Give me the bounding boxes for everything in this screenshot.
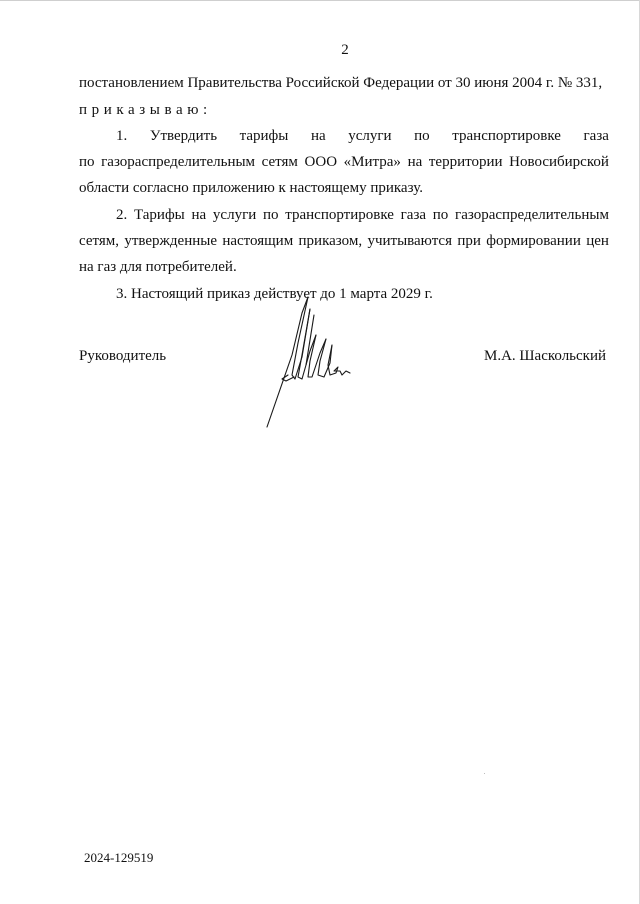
item1-word: услуги <box>348 128 392 144</box>
scan-speck <box>484 773 485 774</box>
item1-line2-word: по <box>79 154 95 170</box>
item2-line2-word: утвержденные <box>124 233 217 249</box>
item2-line2-word: настоящим <box>222 233 294 249</box>
item2-word: газа <box>400 207 427 223</box>
item1-line2-word: на <box>407 154 423 170</box>
item1-word: Утвердить <box>149 128 218 144</box>
item3-line1: 3. Настоящий приказ действует до 1 марта 2029 г. <box>116 286 433 302</box>
item1-line2 <box>79 153 609 171</box>
item2-word: газораспределительным <box>455 207 609 223</box>
intro-line: постановлением Правительства Российской Федерации от 30 июня 2004 г. № 331, <box>79 75 603 91</box>
item1-word: тарифы <box>239 128 289 144</box>
item2-line2 <box>79 232 609 250</box>
item2-line2-word: сетям, <box>79 233 119 249</box>
signer-name: М.А. Шаскольский <box>484 348 607 364</box>
item1-line2-word: сетям <box>261 154 298 170</box>
handwritten-signature <box>262 295 352 431</box>
signer-position: Руководитель <box>79 348 167 364</box>
item1-word: газа <box>583 128 609 144</box>
item2-word: Тарифы <box>133 207 185 223</box>
item1-line2-word: Новосибирской <box>509 154 609 170</box>
item2-line3: на газ для потребителей. <box>79 259 237 275</box>
signature-stroke <box>267 297 308 427</box>
item1-line2-word: ООО <box>304 154 338 170</box>
item2-word: по <box>262 207 279 223</box>
item1-word: на <box>310 128 326 144</box>
item2-line2-word: при <box>457 233 481 249</box>
item2-word: услуги <box>212 207 257 223</box>
document-code: 2024-129519 <box>84 850 154 865</box>
signature-stroke <box>328 345 350 375</box>
item2-line2-word: приказом, <box>298 233 363 249</box>
item1-word: 1. <box>116 128 128 144</box>
item2-line2-word: цен <box>586 233 609 249</box>
page-number: 2 <box>341 42 349 58</box>
item2-word: транспортировке <box>285 207 394 223</box>
item2-line1 <box>116 206 609 224</box>
page-top-edge <box>0 0 640 1</box>
item1-line2-word: территории <box>428 154 503 170</box>
item1-line3: области согласно приложению к настоящему приказу. <box>79 180 423 196</box>
item2-word: на <box>191 207 207 223</box>
item1-line2-word: «Митра» <box>343 154 401 170</box>
item2-line2-word: учитываются <box>367 233 452 249</box>
item2-word: по <box>432 207 449 223</box>
item1-word: по <box>414 128 430 144</box>
item1-word: транспортировке <box>452 128 561 144</box>
item1-line2-word: газораспределительным <box>101 154 256 170</box>
item2-word: 2. <box>116 207 128 223</box>
item1-line1 <box>116 127 609 145</box>
prikazyvayu-line: приказываю: <box>79 102 212 118</box>
item2-line2-word: формировании <box>486 233 581 249</box>
signature-stroke <box>308 335 326 377</box>
signature-stroke <box>292 297 310 379</box>
